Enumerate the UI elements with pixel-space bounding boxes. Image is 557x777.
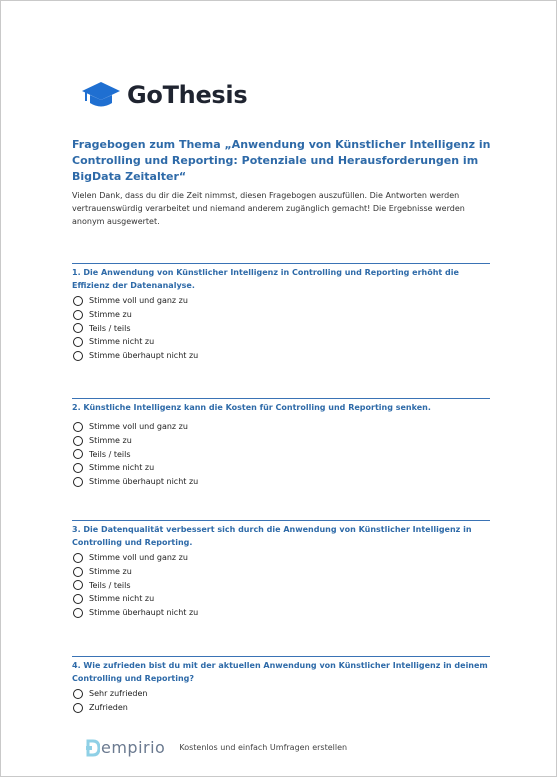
answer-option[interactable] xyxy=(72,294,490,308)
answer-option[interactable] xyxy=(72,434,490,448)
answer-option[interactable] xyxy=(72,475,490,489)
question-2 xyxy=(72,398,490,488)
option-label: Stimme voll und ganz zu xyxy=(89,553,188,563)
option-label: Stimme nicht zu xyxy=(89,463,155,473)
radio-button[interactable] xyxy=(73,553,83,563)
answer-option[interactable] xyxy=(72,578,490,592)
footer-tagline: Kostenlos und einfach Umfragen erstellen xyxy=(179,743,348,752)
option-label: Stimme überhaupt nicht zu xyxy=(89,608,199,618)
radio-button[interactable] xyxy=(73,351,83,361)
radio-button[interactable] xyxy=(73,422,83,432)
answer-option[interactable] xyxy=(72,701,490,715)
graduation-cap-icon xyxy=(81,79,121,111)
option-label: Stimme überhaupt nicht zu xyxy=(89,351,199,361)
answer-option[interactable] xyxy=(72,461,490,475)
radio-button[interactable] xyxy=(73,594,83,604)
option-label: Teils / teils xyxy=(89,449,131,459)
option-label: Zufrieden xyxy=(89,703,128,713)
option-label: Stimme überhaupt nicht zu xyxy=(89,477,199,487)
footer xyxy=(86,738,347,757)
answer-option[interactable] xyxy=(72,308,490,322)
answer-option[interactable] xyxy=(72,447,490,461)
radio-button[interactable] xyxy=(73,296,83,306)
answer-option[interactable] xyxy=(72,349,490,363)
option-label: Stimme voll und ganz zu xyxy=(89,296,188,306)
option-label: Stimme zu xyxy=(89,436,132,446)
option-label: Stimme zu xyxy=(89,310,132,320)
radio-button[interactable] xyxy=(73,477,83,487)
radio-button[interactable] xyxy=(73,310,83,320)
radio-button[interactable] xyxy=(73,703,83,713)
brand-name: GoThesis xyxy=(127,81,248,109)
empirio-d-icon xyxy=(86,739,100,757)
answer-option[interactable] xyxy=(72,551,490,565)
radio-button[interactable] xyxy=(73,337,83,347)
option-label: Sehr zufrieden xyxy=(89,689,148,699)
empirio-wordmark: empirio xyxy=(101,738,166,757)
answer-option[interactable] xyxy=(72,565,490,579)
intro-text: Vielen Dank, dass du dir die Zeit nimmst, diesen Fragebogen auszufüllen. Die Antworten werden vertrauenswürdig verarbeitet und niemand anderem zugänglich gemacht! Die Ergebnisse werden anonym ausgewertet. xyxy=(72,191,465,226)
option-label: Stimme zu xyxy=(89,567,132,577)
option-label: Stimme nicht zu xyxy=(89,594,155,604)
questionnaire-title: Fragebogen zum Thema „Anwendung von Künstlicher Intelligenz in Controlling und Reporting: Potenziale und Herausforderungen im BigData Zeitalter“ xyxy=(72,138,491,183)
question-text: 2. Künstliche Intelligenz kann die Kosten für Controlling und Reporting senken. xyxy=(72,403,431,412)
option-label: Teils / teils xyxy=(89,323,131,333)
option-label: Teils / teils xyxy=(89,580,131,590)
question-4 xyxy=(72,656,490,714)
answer-option[interactable] xyxy=(72,335,490,349)
radio-button[interactable] xyxy=(73,608,83,618)
empirio-logo xyxy=(86,738,165,757)
question-1 xyxy=(72,263,490,362)
radio-button[interactable] xyxy=(73,449,83,459)
answer-option[interactable] xyxy=(72,420,490,434)
gothesis-logo xyxy=(81,79,247,111)
radio-button[interactable] xyxy=(73,689,83,699)
option-label: Stimme voll und ganz zu xyxy=(89,422,188,432)
answer-option[interactable] xyxy=(72,687,490,701)
option-label: Stimme nicht zu xyxy=(89,337,155,347)
radio-button[interactable] xyxy=(73,580,83,590)
question-text: 4. Wie zufrieden bist du mit der aktuellen Anwendung von Künstlicher Intelligenz in deinem Controlling und Reporting? xyxy=(72,661,488,683)
radio-button[interactable] xyxy=(73,323,83,333)
question-3 xyxy=(72,520,490,619)
answer-option[interactable] xyxy=(72,321,490,335)
radio-button[interactable] xyxy=(73,463,83,473)
radio-button[interactable] xyxy=(73,567,83,577)
question-text: 3. Die Datenqualität verbessert sich durch die Anwendung von Künstlicher Intelligenz in Controlling und Reporting. xyxy=(72,525,472,547)
question-text: 1. Die Anwendung von Künstlicher Intelligenz in Controlling und Reporting erhöht die Effizienz der Datenanalyse. xyxy=(72,268,459,290)
answer-option[interactable] xyxy=(72,606,490,620)
answer-option[interactable] xyxy=(72,592,490,606)
radio-button[interactable] xyxy=(73,436,83,446)
